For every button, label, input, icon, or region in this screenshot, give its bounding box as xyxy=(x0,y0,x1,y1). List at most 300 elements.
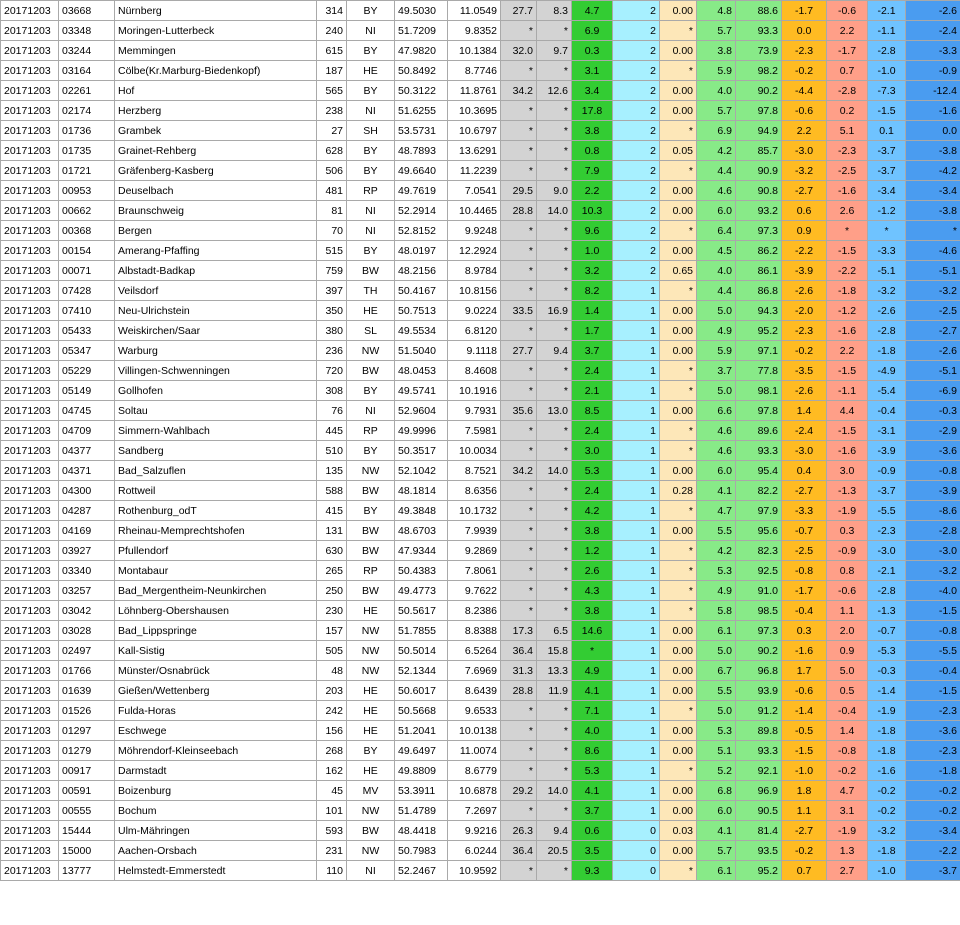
station-name-cell: Braunschweig xyxy=(115,201,317,221)
station-name-cell: Bochum xyxy=(115,801,317,821)
value-cell: 1 xyxy=(613,321,660,341)
date-cell: 20171203 xyxy=(1,281,59,301)
latitude-cell: 50.4167 xyxy=(395,281,448,301)
value-cell: -7.3 xyxy=(868,81,906,101)
value-cell: 1 xyxy=(613,381,660,401)
value-cell: * xyxy=(501,361,537,381)
state-cell: TH xyxy=(347,281,395,301)
station-name-cell: Kall-Sistig xyxy=(115,641,317,661)
value-cell: 1.7 xyxy=(572,321,613,341)
value-cell: * xyxy=(501,141,537,161)
value-cell: 2 xyxy=(613,201,660,221)
date-cell: 20171203 xyxy=(1,481,59,501)
latitude-cell: 52.9604 xyxy=(395,401,448,421)
station-id-cell: 03028 xyxy=(59,621,115,641)
latitude-cell: 50.5668 xyxy=(395,701,448,721)
station-name-cell: Rottweil xyxy=(115,481,317,501)
value-cell: 1 xyxy=(613,341,660,361)
value-cell: 2 xyxy=(613,21,660,41)
value-cell: 0.00 xyxy=(660,621,697,641)
value-cell: 27.7 xyxy=(501,1,537,21)
longitude-cell: 11.2239 xyxy=(448,161,501,181)
value-cell: 2 xyxy=(613,181,660,201)
state-cell: BW xyxy=(347,541,395,561)
station-id-cell: 00154 xyxy=(59,241,115,261)
value-cell: -1.7 xyxy=(827,41,868,61)
table-row xyxy=(1,341,960,361)
value-cell: * xyxy=(501,561,537,581)
station-name-cell: Eschwege xyxy=(115,721,317,741)
date-cell: 20171203 xyxy=(1,541,59,561)
station-name-cell: Hof xyxy=(115,81,317,101)
value-cell: 2.0 xyxy=(827,621,868,641)
value-cell: -0.2 xyxy=(906,781,960,801)
value-cell: 5.3 xyxy=(572,461,613,481)
state-cell: BW xyxy=(347,361,395,381)
state-cell: HE xyxy=(347,301,395,321)
value-cell: -1.6 xyxy=(906,101,960,121)
longitude-cell: 7.0541 xyxy=(448,181,501,201)
elevation-cell: 565 xyxy=(317,81,347,101)
value-cell: 90.5 xyxy=(736,801,782,821)
value-cell: 1 xyxy=(613,501,660,521)
value-cell: 11.9 xyxy=(537,681,572,701)
value-cell: * xyxy=(660,501,697,521)
latitude-cell: 49.5030 xyxy=(395,1,448,21)
value-cell: * xyxy=(660,861,697,881)
value-cell: 14.0 xyxy=(537,201,572,221)
value-cell: 2.4 xyxy=(572,361,613,381)
value-cell: -0.7 xyxy=(782,521,827,541)
table-row xyxy=(1,641,960,661)
latitude-cell: 48.0197 xyxy=(395,241,448,261)
date-cell: 20171203 xyxy=(1,401,59,421)
station-id-cell: 00662 xyxy=(59,201,115,221)
value-cell: 6.9 xyxy=(572,21,613,41)
latitude-cell: 53.5731 xyxy=(395,121,448,141)
date-cell: 20171203 xyxy=(1,441,59,461)
value-cell: -3.0 xyxy=(868,541,906,561)
value-cell: 3.5 xyxy=(572,841,613,861)
value-cell: 3.0 xyxy=(572,441,613,461)
station-name-cell: Gollhofen xyxy=(115,381,317,401)
value-cell: * xyxy=(537,721,572,741)
latitude-cell: 52.1042 xyxy=(395,461,448,481)
value-cell: 97.1 xyxy=(736,341,782,361)
value-cell: 77.8 xyxy=(736,361,782,381)
date-cell: 20171203 xyxy=(1,1,59,21)
value-cell: 93.3 xyxy=(736,21,782,41)
value-cell: -3.3 xyxy=(868,241,906,261)
value-cell: 3.1 xyxy=(572,61,613,81)
value-cell: -1.6 xyxy=(827,441,868,461)
value-cell: -3.0 xyxy=(782,141,827,161)
value-cell: 4.7 xyxy=(572,1,613,21)
value-cell: * xyxy=(660,361,697,381)
date-cell: 20171203 xyxy=(1,761,59,781)
value-cell: 1 xyxy=(613,681,660,701)
value-cell: 0.00 xyxy=(660,81,697,101)
value-cell: 86.1 xyxy=(736,261,782,281)
longitude-cell: 8.2386 xyxy=(448,601,501,621)
elevation-cell: 156 xyxy=(317,721,347,741)
elevation-cell: 131 xyxy=(317,521,347,541)
value-cell: 0.00 xyxy=(660,201,697,221)
state-cell: BW xyxy=(347,821,395,841)
table-row xyxy=(1,421,960,441)
station-id-cell: 00917 xyxy=(59,761,115,781)
station-name-cell: Albstadt-Badkap xyxy=(115,261,317,281)
table-row xyxy=(1,661,960,681)
latitude-cell: 49.6497 xyxy=(395,741,448,761)
value-cell: 2.4 xyxy=(572,481,613,501)
value-cell: 6.0 xyxy=(697,201,736,221)
state-cell: BY xyxy=(347,81,395,101)
value-cell: 6.1 xyxy=(697,621,736,641)
longitude-cell: 10.6797 xyxy=(448,121,501,141)
value-cell: -3.1 xyxy=(868,421,906,441)
state-cell: NW xyxy=(347,621,395,641)
value-cell: 90.8 xyxy=(736,181,782,201)
value-cell: 0.00 xyxy=(660,321,697,341)
state-cell: BW xyxy=(347,521,395,541)
value-cell: 93.3 xyxy=(736,441,782,461)
value-cell: 0.0 xyxy=(782,21,827,41)
value-cell: 7.1 xyxy=(572,701,613,721)
value-cell: -3.9 xyxy=(868,441,906,461)
value-cell: 33.5 xyxy=(501,301,537,321)
latitude-cell: 52.1344 xyxy=(395,661,448,681)
value-cell: * xyxy=(660,61,697,81)
value-cell: * xyxy=(660,581,697,601)
state-cell: NW xyxy=(347,641,395,661)
value-cell: 2.6 xyxy=(827,201,868,221)
state-cell: RP xyxy=(347,561,395,581)
table-row xyxy=(1,281,960,301)
value-cell: 1 xyxy=(613,441,660,461)
value-cell: 5.2 xyxy=(697,761,736,781)
date-cell: 20171203 xyxy=(1,821,59,841)
value-cell: 15.8 xyxy=(537,641,572,661)
value-cell: * xyxy=(537,321,572,341)
value-cell: -2.7 xyxy=(782,181,827,201)
value-cell: 0.2 xyxy=(827,101,868,121)
station-name-cell: Weiskirchen/Saar xyxy=(115,321,317,341)
value-cell: 93.2 xyxy=(736,201,782,221)
value-cell: 0.6 xyxy=(782,201,827,221)
latitude-cell: 49.7619 xyxy=(395,181,448,201)
value-cell: 0.6 xyxy=(572,821,613,841)
latitude-cell: 51.2041 xyxy=(395,721,448,741)
value-cell: 1 xyxy=(613,541,660,561)
longitude-cell: 9.7931 xyxy=(448,401,501,421)
table-row xyxy=(1,41,960,61)
value-cell: 4.0 xyxy=(697,261,736,281)
state-cell: BY xyxy=(347,41,395,61)
value-cell: -1.9 xyxy=(868,701,906,721)
value-cell: 73.9 xyxy=(736,41,782,61)
state-cell: HE xyxy=(347,601,395,621)
value-cell: 97.9 xyxy=(736,501,782,521)
table-row xyxy=(1,441,960,461)
value-cell: -1.3 xyxy=(827,481,868,501)
value-cell: 3.8 xyxy=(572,521,613,541)
elevation-cell: 628 xyxy=(317,141,347,161)
value-cell: -2.3 xyxy=(782,41,827,61)
value-cell: 3.8 xyxy=(572,601,613,621)
value-cell: 4.9 xyxy=(697,321,736,341)
value-cell: 0.00 xyxy=(660,461,697,481)
value-cell: 0.00 xyxy=(660,301,697,321)
value-cell: 1 xyxy=(613,581,660,601)
station-name-cell: Sandberg xyxy=(115,441,317,461)
value-cell: -0.2 xyxy=(868,781,906,801)
value-cell: -1.9 xyxy=(827,501,868,521)
value-cell: 6.1 xyxy=(697,861,736,881)
value-cell: * xyxy=(827,221,868,241)
value-cell: 1 xyxy=(613,621,660,641)
state-cell: NI xyxy=(347,401,395,421)
value-cell: -5.1 xyxy=(906,261,960,281)
value-cell: * xyxy=(537,741,572,761)
value-cell: -0.6 xyxy=(782,101,827,121)
table-row xyxy=(1,361,960,381)
value-cell: 0.00 xyxy=(660,841,697,861)
latitude-cell: 48.2156 xyxy=(395,261,448,281)
value-cell: * xyxy=(868,221,906,241)
value-cell: 0 xyxy=(613,821,660,841)
state-cell: BY xyxy=(347,501,395,521)
value-cell: 5.0 xyxy=(697,701,736,721)
date-cell: 20171203 xyxy=(1,841,59,861)
value-cell: 91.2 xyxy=(736,701,782,721)
value-cell: 4.0 xyxy=(697,81,736,101)
value-cell: 89.8 xyxy=(736,721,782,741)
value-cell: * xyxy=(660,541,697,561)
value-cell: -1.3 xyxy=(868,601,906,621)
value-cell: * xyxy=(537,281,572,301)
station-name-cell: Bad_Salzuflen xyxy=(115,461,317,481)
value-cell: * xyxy=(572,641,613,661)
station-id-cell: 00591 xyxy=(59,781,115,801)
value-cell: -1.4 xyxy=(868,681,906,701)
table-row xyxy=(1,461,960,481)
value-cell: -0.3 xyxy=(906,401,960,421)
value-cell: * xyxy=(501,121,537,141)
value-cell: * xyxy=(501,761,537,781)
value-cell: 0.65 xyxy=(660,261,697,281)
elevation-cell: 593 xyxy=(317,821,347,841)
latitude-cell: 48.4418 xyxy=(395,821,448,841)
longitude-cell: 11.8761 xyxy=(448,81,501,101)
value-cell: 2.2 xyxy=(827,21,868,41)
value-cell: 0.3 xyxy=(782,621,827,641)
value-cell: -1.6 xyxy=(782,641,827,661)
elevation-cell: 397 xyxy=(317,281,347,301)
value-cell: -3.8 xyxy=(906,141,960,161)
value-cell: 1.0 xyxy=(572,241,613,261)
value-cell: 1 xyxy=(613,421,660,441)
value-cell: * xyxy=(501,521,537,541)
value-cell: 1 xyxy=(613,661,660,681)
station-id-cell: 03164 xyxy=(59,61,115,81)
date-cell: 20171203 xyxy=(1,181,59,201)
value-cell: 0.00 xyxy=(660,1,697,21)
value-cell: -2.6 xyxy=(868,301,906,321)
station-name-cell: Bad_Lippspringe xyxy=(115,621,317,641)
value-cell: 34.2 xyxy=(501,81,537,101)
value-cell: * xyxy=(660,761,697,781)
value-cell: 17.3 xyxy=(501,621,537,641)
elevation-cell: 240 xyxy=(317,21,347,41)
station-id-cell: 01721 xyxy=(59,161,115,181)
value-cell: * xyxy=(537,261,572,281)
station-name-cell: Bad_Mergentheim-Neunkirchen xyxy=(115,581,317,601)
value-cell: -3.3 xyxy=(782,501,827,521)
table-row xyxy=(1,541,960,561)
station-id-cell: 04300 xyxy=(59,481,115,501)
station-id-cell: 01297 xyxy=(59,721,115,741)
value-cell: -3.0 xyxy=(782,441,827,461)
value-cell: -3.2 xyxy=(868,281,906,301)
value-cell: * xyxy=(501,161,537,181)
value-cell: -2.8 xyxy=(868,41,906,61)
value-cell: 97.8 xyxy=(736,401,782,421)
value-cell: -1.5 xyxy=(827,421,868,441)
value-cell: 6.8 xyxy=(697,781,736,801)
elevation-cell: 759 xyxy=(317,261,347,281)
value-cell: -1.8 xyxy=(868,341,906,361)
value-cell: 2.6 xyxy=(572,561,613,581)
value-cell: 16.9 xyxy=(537,301,572,321)
longitude-cell: 7.6969 xyxy=(448,661,501,681)
elevation-cell: 265 xyxy=(317,561,347,581)
value-cell: * xyxy=(906,221,960,241)
state-cell: NW xyxy=(347,341,395,361)
value-cell: 27.7 xyxy=(501,341,537,361)
elevation-cell: 250 xyxy=(317,581,347,601)
value-cell: * xyxy=(501,721,537,741)
value-cell: -3.7 xyxy=(906,861,960,881)
value-cell: 0.0 xyxy=(906,121,960,141)
value-cell: 97.3 xyxy=(736,221,782,241)
latitude-cell: 49.5741 xyxy=(395,381,448,401)
value-cell: 4.8 xyxy=(697,1,736,21)
value-cell: -1.8 xyxy=(868,741,906,761)
value-cell: 5.7 xyxy=(697,21,736,41)
date-cell: 20171203 xyxy=(1,321,59,341)
state-cell: RP xyxy=(347,421,395,441)
longitude-cell: 7.8061 xyxy=(448,561,501,581)
value-cell: 0.1 xyxy=(868,121,906,141)
elevation-cell: 203 xyxy=(317,681,347,701)
value-cell: -0.4 xyxy=(827,701,868,721)
longitude-cell: 11.0074 xyxy=(448,741,501,761)
value-cell: 98.2 xyxy=(736,61,782,81)
longitude-cell: 7.5981 xyxy=(448,421,501,441)
value-cell: 13.3 xyxy=(537,661,572,681)
elevation-cell: 238 xyxy=(317,101,347,121)
value-cell: * xyxy=(660,701,697,721)
latitude-cell: 51.4789 xyxy=(395,801,448,821)
elevation-cell: 230 xyxy=(317,601,347,621)
latitude-cell: 50.3517 xyxy=(395,441,448,461)
date-cell: 20171203 xyxy=(1,421,59,441)
station-name-cell: Soltau xyxy=(115,401,317,421)
elevation-cell: 135 xyxy=(317,461,347,481)
value-cell: 5.0 xyxy=(697,301,736,321)
longitude-cell: 11.0549 xyxy=(448,1,501,21)
latitude-cell: 51.7855 xyxy=(395,621,448,641)
longitude-cell: 10.3695 xyxy=(448,101,501,121)
value-cell: -2.4 xyxy=(906,21,960,41)
value-cell: * xyxy=(537,361,572,381)
date-cell: 20171203 xyxy=(1,521,59,541)
station-name-cell: Aachen-Orsbach xyxy=(115,841,317,861)
value-cell: 2 xyxy=(613,161,660,181)
longitude-cell: 9.7622 xyxy=(448,581,501,601)
station-id-cell: 03244 xyxy=(59,41,115,61)
elevation-cell: 187 xyxy=(317,61,347,81)
value-cell: 2 xyxy=(613,121,660,141)
value-cell: 1 xyxy=(613,761,660,781)
value-cell: 2.4 xyxy=(572,421,613,441)
value-cell: 5.7 xyxy=(697,841,736,861)
value-cell: * xyxy=(537,761,572,781)
elevation-cell: 101 xyxy=(317,801,347,821)
station-id-cell: 04287 xyxy=(59,501,115,521)
value-cell: -3.2 xyxy=(906,561,960,581)
value-cell: 81.4 xyxy=(736,821,782,841)
latitude-cell: 47.9344 xyxy=(395,541,448,561)
station-name-cell: Grambek xyxy=(115,121,317,141)
state-cell: NW xyxy=(347,461,395,481)
station-id-cell: 04169 xyxy=(59,521,115,541)
state-cell: HE xyxy=(347,701,395,721)
value-cell: * xyxy=(501,61,537,81)
date-cell: 20171203 xyxy=(1,701,59,721)
value-cell: 5.0 xyxy=(697,381,736,401)
value-cell: -0.3 xyxy=(868,661,906,681)
date-cell: 20171203 xyxy=(1,861,59,881)
longitude-cell: 10.1384 xyxy=(448,41,501,61)
value-cell: * xyxy=(501,381,537,401)
station-name-cell: Gräfenberg-Kasberg xyxy=(115,161,317,181)
value-cell: 98.1 xyxy=(736,381,782,401)
value-cell: -2.5 xyxy=(906,301,960,321)
value-cell: -0.6 xyxy=(827,1,868,21)
station-id-cell: 00555 xyxy=(59,801,115,821)
state-cell: HE xyxy=(347,681,395,701)
date-cell: 20171203 xyxy=(1,581,59,601)
value-cell: * xyxy=(537,221,572,241)
value-cell: * xyxy=(537,581,572,601)
value-cell: -0.6 xyxy=(782,681,827,701)
value-cell: * xyxy=(501,701,537,721)
value-cell: 9.7 xyxy=(537,41,572,61)
elevation-cell: 505 xyxy=(317,641,347,661)
value-cell: 1.4 xyxy=(782,401,827,421)
value-cell: 86.2 xyxy=(736,241,782,261)
longitude-cell: 10.1916 xyxy=(448,381,501,401)
station-id-cell: 05433 xyxy=(59,321,115,341)
value-cell: 97.3 xyxy=(736,621,782,641)
value-cell: -1.5 xyxy=(782,741,827,761)
value-cell: -0.6 xyxy=(827,581,868,601)
value-cell: -2.4 xyxy=(782,421,827,441)
value-cell: 8.2 xyxy=(572,281,613,301)
station-name-cell: Warburg xyxy=(115,341,317,361)
